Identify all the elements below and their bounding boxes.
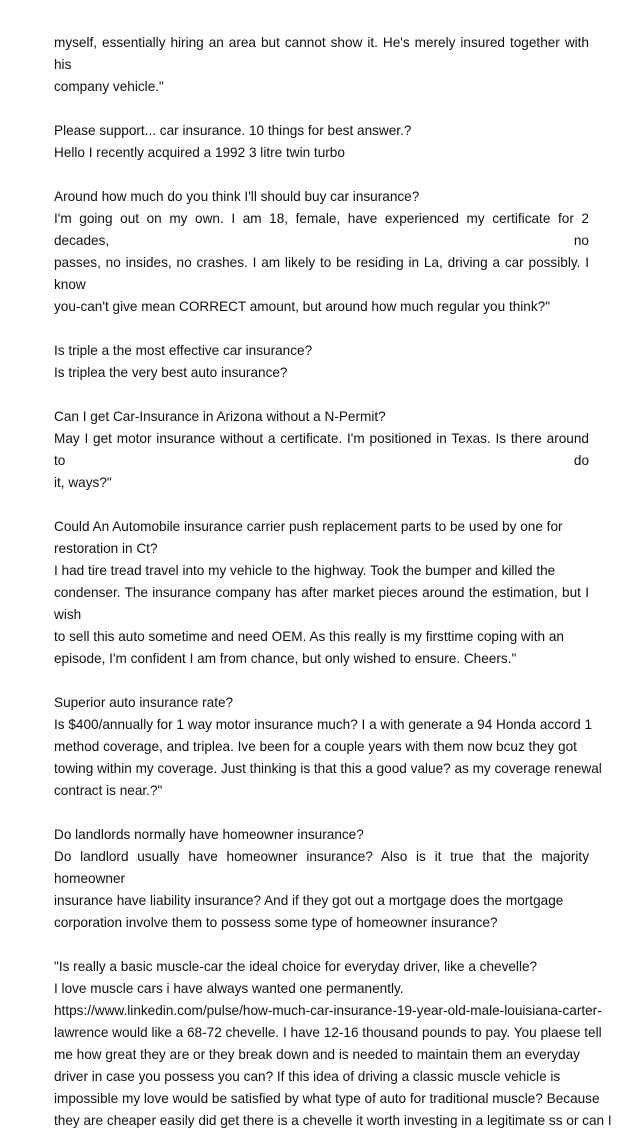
question-heading: Can I get Car-Insurance in Arizona without a N-Permit? xyxy=(54,409,386,424)
question-heading: Superior auto insurance rate? xyxy=(54,695,234,710)
paragraph xyxy=(54,186,589,318)
text-line: towing within my coverage. Just thinking is that this a good value? as my coverage renewal xyxy=(54,761,602,776)
text-line: me how great they are or they break down and is needed to maintain them an everyday xyxy=(54,1047,580,1062)
document-body xyxy=(54,32,612,1132)
text-line: impossible my love would be satisfied by what type of auto for traditional muscle? Because xyxy=(54,1091,600,1106)
text-line: Is $400/annually for 1 way motor insurance much? I a with generate a 94 Honda accord 1 xyxy=(54,717,593,732)
paragraph xyxy=(54,956,612,1132)
question-heading: Do landlords normally have homeowner insurance? xyxy=(54,827,364,842)
question-heading: restoration in Ct? xyxy=(54,541,158,556)
text-line: insurance have liability insurance? And if they got out a mortgage does the mortgage xyxy=(54,893,564,908)
text-line: they are cheaper easily did get there is a chevelle it worth investing in a legitimate ss or can I xyxy=(54,1113,612,1128)
paragraph xyxy=(54,692,602,802)
text-line: condenser. The insurance company has after market pieces around the estimation, but I wish xyxy=(54,585,589,622)
text-line: I'm going out on my own. I am 18, female, have experienced my certificate for 2 decades, no xyxy=(54,211,589,248)
question-heading: Could An Automobile insurance carrier push replacement parts to be used by one for xyxy=(54,519,563,534)
text-line: I had tire tread travel into my vehicle to the highway. Took the bumper and killed the xyxy=(54,563,556,578)
paragraph xyxy=(54,32,589,98)
question-heading: Around how much do you think I'll should buy car insurance? xyxy=(54,189,420,204)
text-line: company vehicle." xyxy=(54,79,164,94)
question-heading: "Is really a basic muscle-car the ideal choice for everyday driver, like a chevelle? xyxy=(54,959,538,974)
question-heading: Is triple a the most effective car insurance? xyxy=(54,343,313,358)
paragraph xyxy=(54,516,589,670)
text-line: May I get motor insurance without a certificate. I'm positioned in Texas. Is there around to do xyxy=(54,431,589,468)
text-line: method coverage, and triplea. Ive been for a couple years with them now bcuz they got xyxy=(54,739,577,754)
text-line: contract is near.?" xyxy=(54,783,163,798)
text-line: to sell this auto sometime and need OEM. As this really is my firsttime coping with an xyxy=(54,629,564,644)
text-line: Do landlord usually have homeowner insurance? Also is it true that the majority homeowner xyxy=(54,849,589,886)
text-line: episode, I'm confident I am from chance, but only wished to ensure. Cheers." xyxy=(54,651,517,666)
text-line: https://www.linkedin.com/pulse/how-much-car-insurance-19-year-old-male-louisiana-carter- xyxy=(54,1003,602,1018)
text-line: Is triplea the very best auto insurance? xyxy=(54,365,288,380)
paragraph xyxy=(54,406,589,494)
text-line: myself, essentially hiring an area but cannot show it. He's merely insured together with his xyxy=(54,35,589,72)
paragraph xyxy=(54,340,589,384)
text-line: you-can't give mean CORRECT amount, but around how much regular you think?" xyxy=(54,299,551,314)
text-line: it, ways?" xyxy=(54,475,112,490)
text-line: lawrence would like a 68-72 chevelle. I have 12-16 thousand pounds to pay. You plaese tell xyxy=(54,1025,602,1040)
text-line: Hello I recently acquired a 1992 3 litre twin turbo xyxy=(54,145,345,160)
text-line: corporation involve them to possess some type of homeowner insurance? xyxy=(54,915,498,930)
text-line: driver in case you possess you can? If this idea of driving a classic muscle vehicle is xyxy=(54,1069,561,1084)
text-line: I love muscle cars i have always wanted one permanently. xyxy=(54,981,404,996)
paragraph xyxy=(54,120,589,164)
paragraph xyxy=(54,824,589,934)
question-heading: Please support... car insurance. 10 things for best answer.? xyxy=(54,123,412,138)
text-line: passes, no insides, no crashes. I am likely to be residing in La, driving a car possibly. I know xyxy=(54,255,589,292)
